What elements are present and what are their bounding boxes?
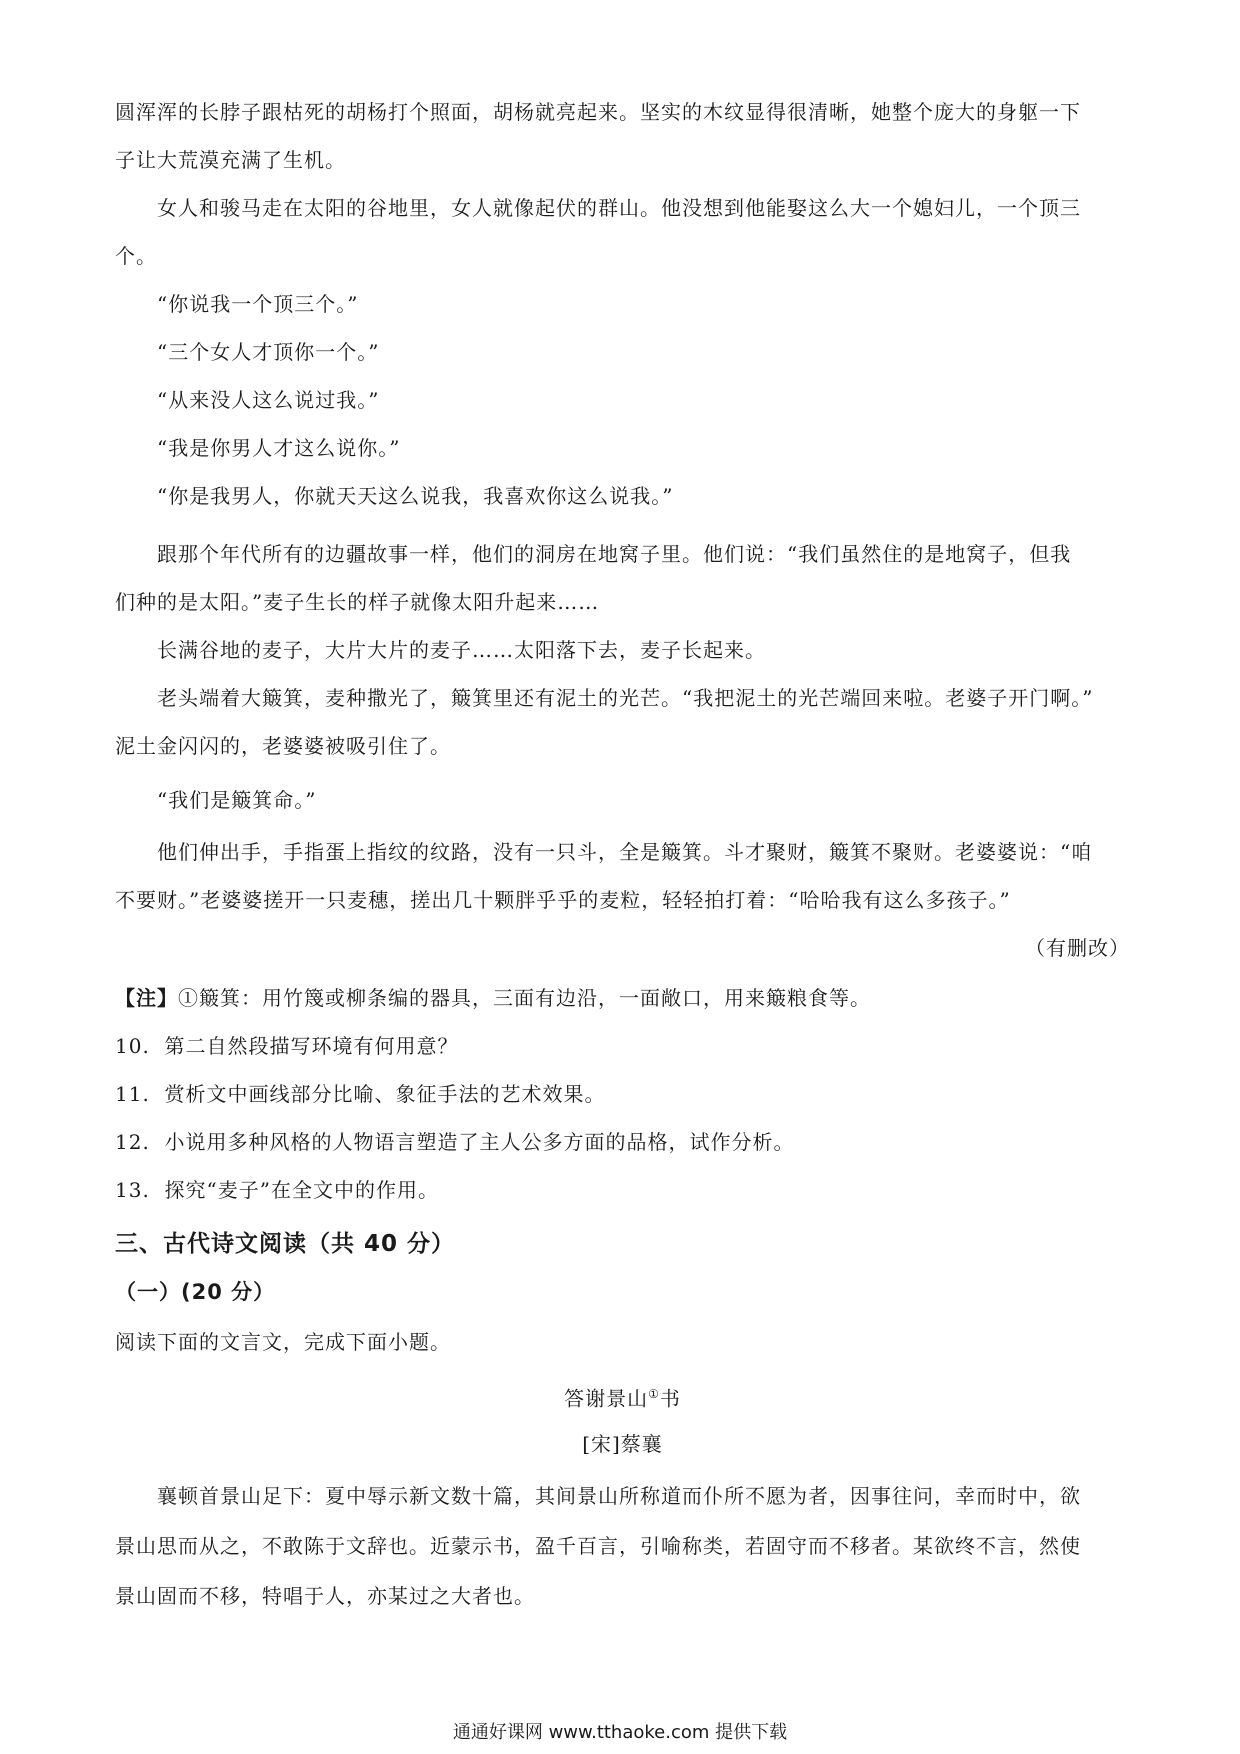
- footnote-text: ①簸箕：用竹篾或柳条编的器具，三面有边沿，一面敞口，用来簸粮食等。: [178, 986, 871, 1010]
- story-paragraph-2-line-2: 个。: [115, 244, 157, 268]
- footnote: [115, 974, 1130, 1022]
- question-number: 12.: [115, 1130, 150, 1154]
- story-paragraph-4: 长满谷地的麦子，大片大片的麦子……太阳落下去，麦子长起来。: [157, 638, 766, 662]
- story-paragraph-5-line-2: 泥土金闪闪的，老婆婆被吸引住了。: [115, 734, 451, 758]
- story-paragraph-6-line-1: 他们伸出手，手指蛋上指纹的纹路，没有一只斗，全是簸箕。斗才聚财，簸箕不聚财。老婆婆说：“咱: [157, 840, 1093, 864]
- question-number: 13.: [115, 1178, 150, 1202]
- dialogue-line-6: “我们是簸箕命。”: [157, 788, 317, 812]
- question-text: 小说用多种风格的人物语言塑造了主人公多方面的品格，试作分析。: [164, 1130, 795, 1154]
- footnote-label: 【注】: [115, 986, 178, 1010]
- question-11: [115, 1070, 1130, 1118]
- question-13: [115, 1166, 1130, 1214]
- dialogue-line-3: “从来没人这么说过我。”: [157, 388, 380, 412]
- question-number: 10.: [115, 1034, 150, 1058]
- section-instruction: 阅读下面的文言文，完成下面小题。: [115, 1330, 451, 1354]
- question-12: [115, 1118, 1130, 1166]
- story-paragraph-2-line-1: 女人和骏马走在太阳的谷地里，女人就像起伏的群山。他没想到他能娶这么大一个媳妇儿，一个顶三: [157, 196, 1081, 220]
- story-paragraph-1-line-2: 子让大荒漠充满了生机。: [115, 148, 346, 172]
- classical-title-end: 书: [659, 1386, 681, 1411]
- dialogue-line-1: “你说我一个顶三个。”: [157, 292, 359, 316]
- question-text: 探究“麦子”在全文中的作用。: [164, 1178, 439, 1202]
- story-paragraph-3-line-2: 们种的是太阳。”麦子生长的样子就像太阳升起来……: [115, 590, 600, 614]
- question-number: 11.: [115, 1082, 150, 1106]
- classical-text-line-2: 景山思而从之，不敢陈于文辞也。近蒙示书，盈千百言，引喻称类，若固守而不移者。某欲终不言，然使: [115, 1534, 1081, 1558]
- section-part-title: （一）(20 分）: [115, 1280, 276, 1304]
- section-title: 三、古代诗文阅读（共 40 分）: [115, 1231, 456, 1257]
- classical-title-footnote-mark: ①: [648, 1387, 660, 1401]
- dialogue-line-4: “我是你男人才这么说你。”: [157, 436, 401, 460]
- classical-text-title: [115, 1370, 1130, 1423]
- story-paragraph-1-line-1: 圆浑浑的长脖子跟枯死的胡杨打个照面，胡杨就亮起来。坚实的木纹显得很清晰，她整个庞大的身躯一下: [115, 100, 1081, 124]
- dialogue-line-5: “你是我男人，你就天天这么说我，我喜欢你这么说我。”: [157, 484, 674, 508]
- story-paragraph-5-line-1: 老头端着大簸箕，麦种撒光了，簸箕里还有泥土的光芒。“我把泥土的光芒端回来啦。老婆子开门啊。”: [157, 686, 1094, 710]
- dialogue-line-2: “三个女人才顶你一个。”: [157, 340, 380, 364]
- story-paragraph-6-line-2: 不要财。”老婆婆搓开一只麦穗，搓出几十颗胖乎乎的麦粒，轻轻拍打着：“哈哈我有这么多孩子。”: [115, 888, 1011, 912]
- classical-text-line-3: 景山固而不移，特唱于人，亦某过之大者也。: [115, 1584, 535, 1608]
- classical-text-author: [宋]蔡襄: [582, 1432, 663, 1456]
- source-note: （有删改）: [1025, 936, 1130, 960]
- question-10: [115, 1022, 1130, 1070]
- classical-text-line-1: 襄顿首景山足下：夏中辱示新文数十篇，其间景山所称道而仆所不愿为者，因事往问，幸而时中，欲: [157, 1484, 1081, 1508]
- classical-title-main: 答谢景山: [564, 1386, 649, 1411]
- question-text: 第二自然段描写环境有何用意？: [164, 1034, 459, 1058]
- story-paragraph-3-line-1: 跟那个年代所有的边疆故事一样，他们的洞房在地窝子里。他们说：“我们虽然住的是地窝子，但我: [157, 542, 1072, 566]
- question-text: 赏析文中画线部分比喻、象征手法的艺术效果。: [164, 1082, 606, 1106]
- page-footer: 通通好课网 www.tthaoke.com 提供下载: [452, 1722, 788, 1743]
